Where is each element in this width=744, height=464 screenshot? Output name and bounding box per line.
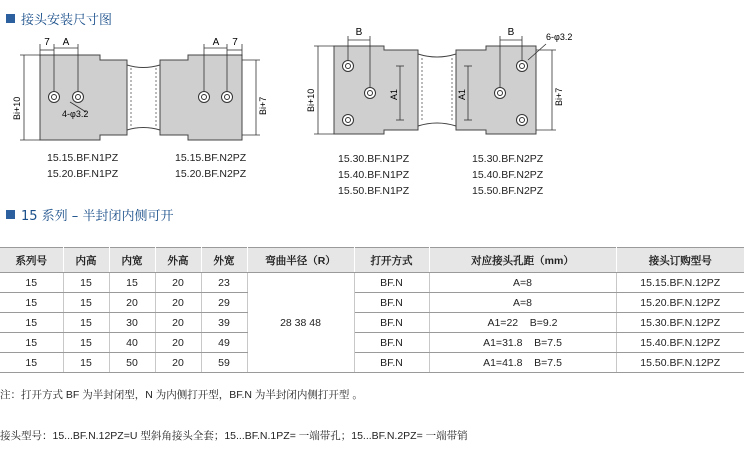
- dim-seven-right: 7: [232, 37, 238, 48]
- col-bend-radius: 弯曲半径（R）: [247, 248, 354, 273]
- table-row: 15 15 50 20 59 BF.N A1=41.8 B=7.5 15.50.BF.N.12PZ: [0, 353, 744, 373]
- col-order-model: 接头订购型号: [616, 248, 744, 273]
- left-bracket-n1: [40, 55, 127, 140]
- col-inner-height: 内高: [63, 248, 109, 273]
- col-series: 系列号: [0, 248, 63, 273]
- section1-title: 接头安装尺寸图: [6, 9, 112, 28]
- dim-bi7-left: Bi+7: [258, 96, 268, 115]
- table-row: 15 15 40 20 49 BF.N A1=31.8 B=7.5 15.40.BF.N.12PZ: [0, 333, 744, 353]
- hole-label-4: 4-φ3.2: [62, 109, 89, 119]
- dim-a1-right: A1: [457, 88, 467, 100]
- col-hole-distance: 对应接头孔距（mm）: [429, 248, 616, 273]
- table-row: 15 15 20 20 29 BF.N A=8 15.20.BF.N.12PZ: [0, 293, 744, 313]
- col-outer-height: 外高: [155, 248, 201, 273]
- part-labels-right-n1: 15.30.BF.N1PZ 15.40.BF.N1PZ 15.50.BF.N1PZ: [338, 153, 410, 197]
- table-row: 15 15 30 20 39 BF.N A1=22 B=9.2 15.30.BF.N.12PZ: [0, 313, 744, 333]
- col-outer-width: 外宽: [201, 248, 247, 273]
- part-labels-left-n1: 15.15.BF.N1PZ 15.20.BF.N1PZ: [47, 152, 119, 180]
- dim-bi10-left: Bi+10: [12, 96, 22, 120]
- right-bracket-n1: [334, 46, 418, 134]
- dim-b-left: B: [355, 27, 363, 38]
- dim-seven-left: 7: [44, 37, 50, 48]
- dim-bi10-right: Bi+10: [306, 88, 316, 112]
- dim-a1-left: A1: [389, 88, 399, 100]
- table-header-row: [0, 248, 744, 273]
- dim-bi7-right: Bi+7: [554, 87, 564, 106]
- part-labels-right-n2: 15.30.BF.N2PZ 15.40.BF.N2PZ 15.50.BF.N2PZ: [472, 153, 544, 197]
- dim-b-right: B: [507, 27, 515, 38]
- part-labels-left-n2: 15.15.BF.N2PZ 15.20.BF.N2PZ: [175, 152, 247, 180]
- table-row: 15 15 15 20 23 28 38 48 BF.N A=8 15.15.BF.N.12PZ: [0, 273, 744, 293]
- section-marker: [6, 14, 15, 23]
- bend-radius-cell: 28 38 48: [247, 273, 354, 373]
- right-bracket-diagram: [296, 22, 596, 148]
- note-connector-model: 接头型号：15...BF.N.12PZ=U 型斜角接头全套；15...BF.N.1PZ= 一端带孔；15...BF.N.2PZ= 一端带销: [0, 430, 468, 442]
- note-open-type: 注：打开方式 BF 为半封闭型，N 为内侧打开型，BF.N 为半封闭内侧打开型 。: [0, 389, 363, 401]
- col-open-type: 打开方式: [354, 248, 429, 273]
- col-inner-width: 内宽: [109, 248, 155, 273]
- section2-title: 15 系列 – 半封闭内侧可开: [6, 205, 173, 224]
- spec-table: [0, 247, 744, 373]
- hole-label-6: 6-φ3.2: [546, 32, 573, 42]
- left-bracket-diagram: [0, 30, 280, 145]
- dim-a-left: A: [62, 37, 70, 48]
- dim-a-right: A: [212, 37, 220, 48]
- section-marker: [6, 210, 15, 219]
- left-bracket-n2: [160, 55, 242, 140]
